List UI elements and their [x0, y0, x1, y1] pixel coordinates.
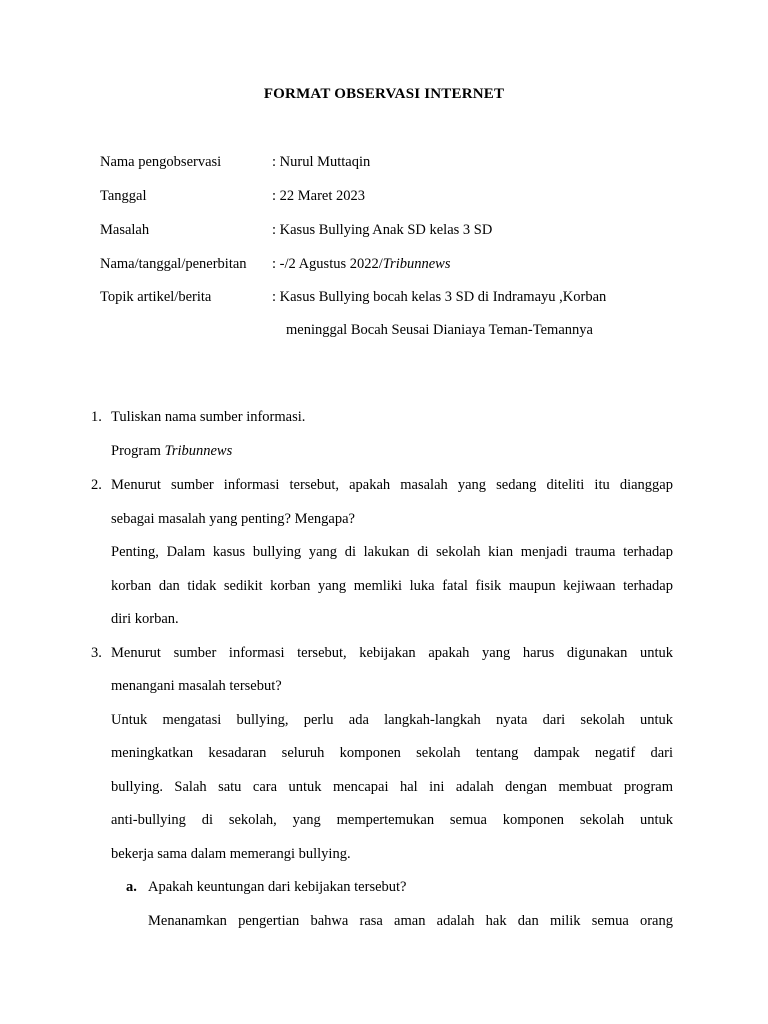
meta-label: Masalah — [100, 222, 150, 238]
publisher-name: Tribunnews — [382, 256, 451, 272]
sub-question-letter: a. — [126, 879, 137, 895]
meta-label: Topik artikel/berita — [100, 289, 212, 305]
meta-value: : Kasus Bullying bocah kelas 3 SD di Indramayu ,Korban — [272, 289, 607, 305]
answer-text: Penting, Dalam kasus bullying yang di lakukan di sekolah kian menjadi trauma terhadap — [111, 544, 673, 560]
answer-text: bullying. Salah satu cara untuk mencapai hal ini adalah dengan membuat program — [111, 779, 673, 795]
meta-label: Nama/tanggal/penerbitan — [100, 256, 247, 272]
answer-prefix: Program — [111, 443, 165, 459]
question-text: Menurut sumber informasi tersebut, kebijakan apakah yang harus digunakan untuk — [111, 645, 673, 661]
answer-text: Untuk mengatasi bullying, perlu ada langkah-langkah nyata dari sekolah untuk — [111, 712, 673, 728]
meta-topic-continuation: meninggal Bocah Seusai Dianiaya Teman-Temannya — [286, 322, 593, 338]
meta-value: : Nurul Muttaqin — [272, 154, 371, 170]
document-title: FORMAT OBSERVASI INTERNET — [263, 86, 505, 102]
question-number: 3. — [91, 645, 102, 661]
answer-text: bekerja sama dalam memerangi bullying. — [111, 846, 351, 862]
answer-text: korban dan tidak sedikit korban yang memliki luka fatal fisik maupun kejiwaan terhadap — [111, 578, 673, 594]
meta-label: Nama pengobservasi — [100, 154, 222, 170]
meta-value: : 22 Maret 2023 — [272, 188, 366, 204]
question-number: 1. — [91, 409, 102, 425]
answer-text: meningkatkan kesadaran seluruh komponen sekolah tentang dampak negatif dari — [111, 745, 673, 761]
answer-source: Tribunnews — [164, 443, 233, 459]
meta-value: : Kasus Bullying Anak SD kelas 3 SD — [272, 222, 493, 238]
meta-value-text: : -/2 Agustus 2022/ — [272, 256, 383, 272]
question-text: Tuliskan nama sumber informasi. — [111, 409, 306, 425]
sub-answer-text: Menanamkan pengertian bahwa rasa aman adalah hak dan milik semua orang — [148, 913, 673, 929]
answer-text: diri korban. — [111, 611, 179, 627]
question-text: sebagai masalah yang penting? Mengapa? — [111, 511, 355, 527]
sub-question-text: Apakah keuntungan dari kebijakan tersebut? — [148, 879, 407, 895]
meta-value — [272, 256, 450, 273]
answer-text — [111, 443, 673, 460]
meta-label: Tanggal — [100, 188, 147, 204]
answer-text: anti-bullying di sekolah, yang mempertemukan semua komponen sekolah untuk — [111, 812, 673, 828]
question-text: menangani masalah tersebut? — [111, 678, 282, 694]
question-text: Menurut sumber informasi tersebut, apakah masalah yang sedang diteliti itu dianggap — [111, 477, 673, 493]
question-number: 2. — [91, 477, 102, 493]
